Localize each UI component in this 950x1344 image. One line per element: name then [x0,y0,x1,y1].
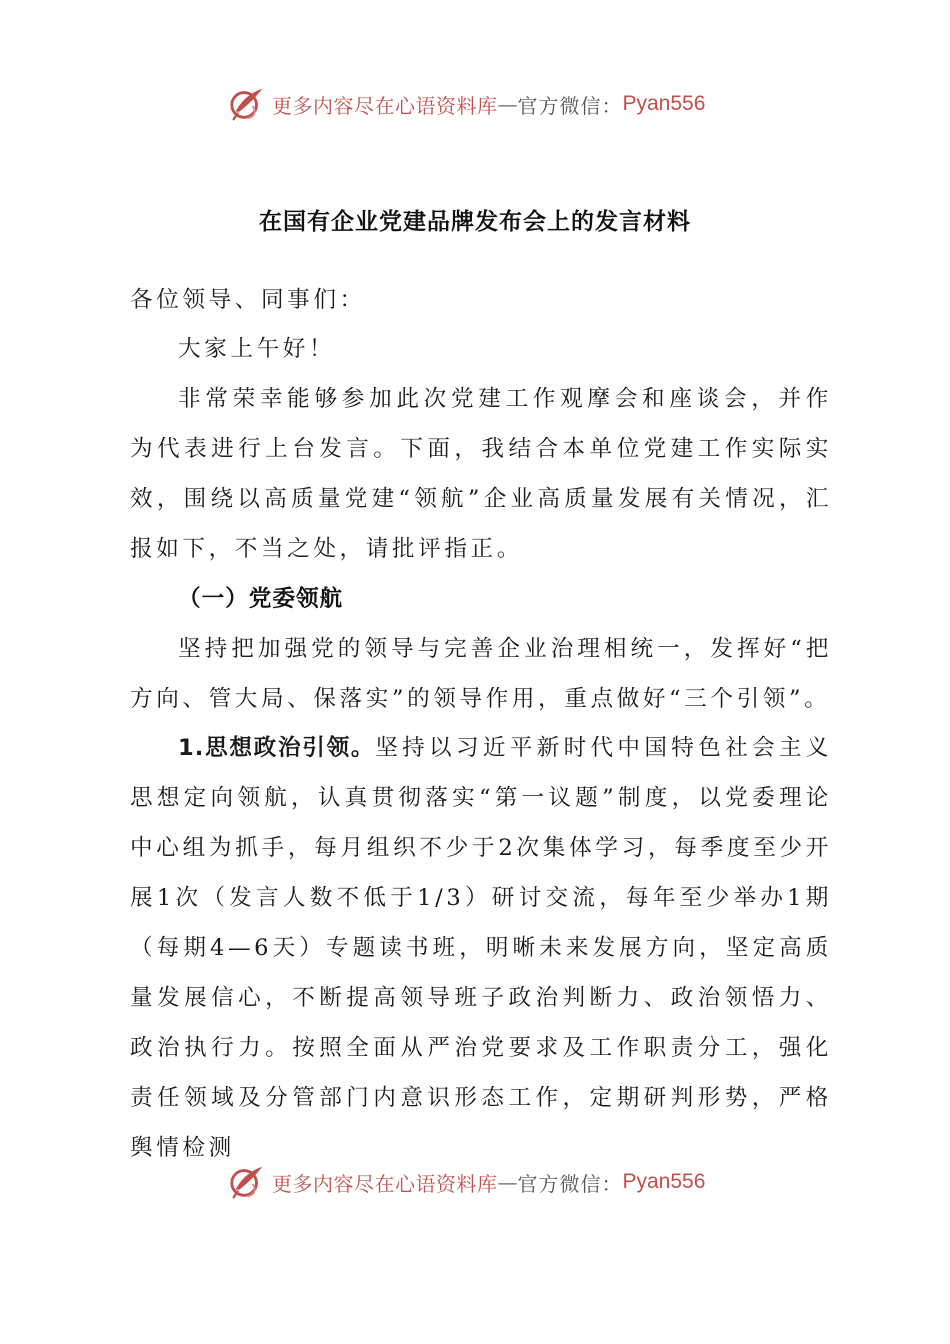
watermark-label: 官方微信： [517,93,623,118]
quill-logo-icon [228,85,266,123]
section-heading-1: （一）党委领航 [178,586,344,612]
watermark-id: Pyan556 [622,92,706,115]
watermark-id: Pyan556 [622,1170,706,1193]
quill-logo-icon [228,1163,266,1201]
watermark-dash: — [497,1170,518,1194]
page-title: 在国有企业党建品牌发布会上的发言材料 [259,209,691,235]
watermark-footer [228,1162,705,1202]
intro-paragraph: 非常荣幸能够参加此次党建工作观摩会和座谈会，并作为代表进行上台发言。下面，我结合本单位党建工作实际实效，围绕以高质量党建“领航”企业高质量发展有关情况，汇报如下，不当之处，请批评指正。 [130,386,832,562]
item-1-lead: 1.思想政治引领。 [178,735,376,761]
item-1-body: 坚持以习近平新时代中国特色社会主义思想定向领航，认真贯彻落实“第一议题”制度，以党委理论中心组为抓手，每月组织不少于2次集体学习，每季度至少开展1次（发言人数不低于1/3）研讨交流，每年至少举办1期（每期4—6天）专题读书班，明晰未来发展方向，坚定高质量发展信心，不断提高领导班子政治判断力、政治领悟力、政治执行力。按照全面从严治党要求及工作职责分工，强化责任领域及分管部门内意识形态工作，定期研判形势，严格舆情检测 [130,735,833,1161]
watermark-label: 官方微信： [517,1171,623,1196]
watermark-header [228,84,705,124]
watermark-main-text: 更多内容尽在心语资料库 [272,93,498,118]
salutation: 大家上午好！ [178,336,336,362]
watermark-dash: — [497,92,518,116]
item-1-paragraph [130,723,832,1173]
section-1-paragraph: 坚持把加强党的领导与完善企业治理相统一，发挥好“把方向、管大局、保落实”的领导作用，重点做好“三个引领”。 [130,636,832,712]
greeting: 各位领导、同事们： [130,287,366,313]
watermark-main-text: 更多内容尽在心语资料库 [272,1171,498,1196]
